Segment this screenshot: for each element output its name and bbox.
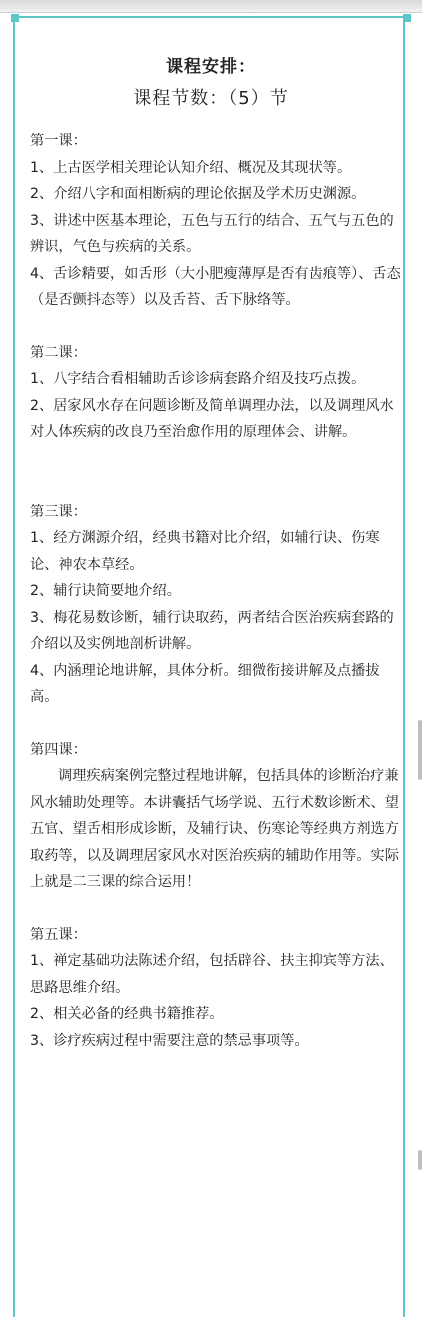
lesson-heading: 第二课： — [30, 344, 87, 361]
page-title: 课程安排： — [166, 57, 256, 77]
lesson-item: 3、讲述中医基本理论，五色与五行的结合、五气与五色的辨识，气色与疾病的关系。 — [30, 212, 394, 255]
lesson-item: 1、禅定基础功法陈述介绍，包括辟谷、扶主抑宾等方法、思路思维介绍。 — [30, 953, 394, 996]
lesson-item: 2、辅行诀简要地介绍。 — [30, 583, 181, 599]
lesson-heading: 第一课： — [30, 133, 87, 149]
lesson-item: 1、八字结合看相辅助舌诊诊病套路介绍及技巧点拨。 — [30, 371, 366, 387]
lesson-item: 2、居家风水存在问题诊断及简单调理办法，以及调理风水对人体疾病的改良乃至治愈作用的原理体会、讲解。 — [30, 397, 394, 440]
scroll-indicator-small — [418, 1150, 422, 1170]
lesson-item: 3、诊疗疾病过程中需要注意的禁忌事项等。 — [30, 1032, 309, 1049]
spacer — [30, 314, 402, 340]
lesson-item: 4、内涵理论地讲解，具体分析。细微衔接讲解及点播拔高。 — [30, 662, 380, 705]
lesson-item: 4、舌诊精要，如舌形（大小肥瘦薄厚是否有齿痕等）、舌态（是否颤抖态等）以及舌苔、舌下脉络等。 — [30, 265, 401, 308]
lesson-item: 3、梅花易数诊断，辅行诀取药，两者结合医治疾病套路的介绍以及实例地剖析讲解。 — [30, 609, 394, 652]
page-subtitle: 课程节数：（5）节 — [133, 88, 289, 109]
frame-corner-right — [403, 14, 411, 22]
lesson-1 — [30, 128, 402, 314]
lesson-5 — [30, 922, 402, 1055]
lesson-heading: 第四课： — [30, 741, 87, 758]
lesson-3 — [30, 499, 402, 711]
top-shadow-strip — [0, 0, 422, 13]
lesson-heading: 第三课： — [30, 503, 87, 520]
scroll-indicator — [418, 720, 422, 780]
spacer — [30, 896, 402, 922]
lesson-item: 1、上古医学相关理论认知介绍、概况及其现状等。 — [30, 159, 352, 176]
lesson-heading: 第五课： — [30, 926, 87, 943]
frame-top-border — [13, 16, 409, 18]
course-content — [30, 128, 402, 1054]
lesson-item: 2、相关必备的经典书籍推荐。 — [30, 1006, 224, 1022]
lesson-item: 1、经方渊源介绍，经典书籍对比介绍，如辅行诀、伤寒论、神农本草经。 — [30, 530, 380, 573]
lesson-paragraph: 调理疾病案例完整过程地讲解，包括具体的诊断治疗兼风水辅助处理等。本讲囊括气场学说、五行术数诊断术、望五官、望舌相形成诊断，及辅行诀、伤寒论等经典方剂选方取药等，以及调理居家风水对医治疾病的辅助作用等。实际上就是二三课的综合运用！ — [30, 768, 399, 890]
frame-corner-left — [11, 14, 19, 22]
spacer — [30, 711, 402, 737]
spacer — [30, 446, 402, 499]
lesson-2 — [30, 340, 402, 446]
lesson-4 — [30, 737, 402, 896]
lesson-item: 2、介绍八字和面相断病的理论依据及学术历史渊源。 — [30, 186, 366, 202]
